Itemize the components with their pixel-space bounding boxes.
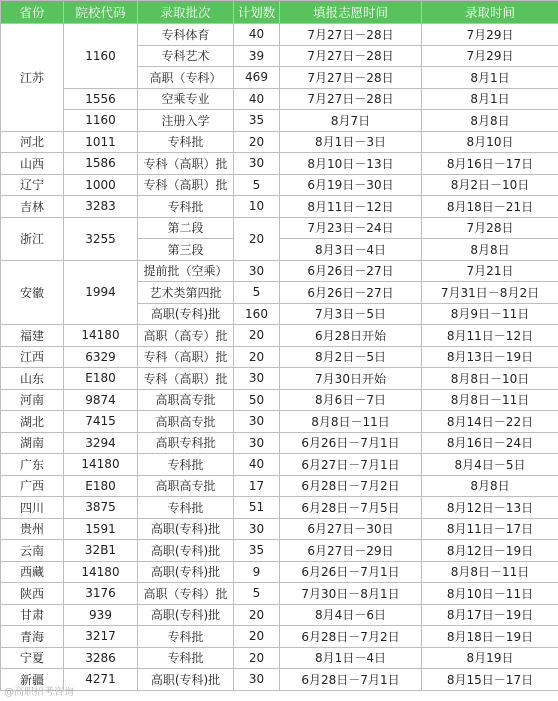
batch-cell: 专科批 xyxy=(138,131,234,153)
school-code-cell: 14180 xyxy=(64,325,138,347)
school-code-cell: 3875 xyxy=(64,497,138,519)
plan-count-cell: 30 xyxy=(234,153,280,175)
table-row xyxy=(1,110,558,132)
batch-cell: 专科（高职）批 xyxy=(138,174,234,196)
application-time-cell: 6月28日－7月2日 xyxy=(280,626,422,648)
admission-time-cell: 8月8日 xyxy=(422,475,558,497)
admission-time-cell: 8月10日－11日 xyxy=(422,583,558,605)
application-time-cell: 7月27日－28日 xyxy=(280,67,422,89)
school-code-cell: 1591 xyxy=(64,518,138,540)
batch-cell: 提前批（空乘） xyxy=(138,260,234,282)
school-code-cell: 1160 xyxy=(64,110,138,132)
application-time-cell: 6月26日－27日 xyxy=(280,282,422,304)
admission-time-cell: 8月12日－19日 xyxy=(422,540,558,562)
table-row xyxy=(1,432,558,454)
plan-count-cell: 35 xyxy=(234,540,280,562)
plan-count-cell: 20 xyxy=(234,604,280,626)
batch-cell: 高职(专科)批 xyxy=(138,669,234,691)
batch-cell: 专科体育 xyxy=(138,24,234,46)
batch-cell: 空乘专业 xyxy=(138,88,234,110)
admission-time-cell: 8月11日－17日 xyxy=(422,518,558,540)
batch-cell: 高职（专科）批 xyxy=(138,583,234,605)
plan-count-cell: 30 xyxy=(234,432,280,454)
header-school-code: 院校代码 xyxy=(64,1,138,24)
plan-count-cell: 5 xyxy=(234,282,280,304)
admission-time-cell: 8月1日 xyxy=(422,88,558,110)
admission-time-cell: 8月8日 xyxy=(422,110,558,132)
admission-time-cell: 8月16日－17日 xyxy=(422,153,558,175)
plan-count-cell: 20 xyxy=(234,346,280,368)
province-cell: 吉林 xyxy=(1,196,64,218)
school-code-cell: 7415 xyxy=(64,411,138,433)
plan-count-cell: 20 xyxy=(234,626,280,648)
application-time-cell: 6月26日－27日 xyxy=(280,260,422,282)
application-time-cell: 8月2日－5日 xyxy=(280,346,422,368)
province-cell: 湖南 xyxy=(1,432,64,454)
application-time-cell: 7月23日－24日 xyxy=(280,217,422,239)
table-row xyxy=(1,669,558,691)
province-cell: 江西 xyxy=(1,346,64,368)
admission-time-cell: 8月8日－10日 xyxy=(422,368,558,390)
batch-cell: 专科（高职）批 xyxy=(138,346,234,368)
school-code-cell: 3294 xyxy=(64,432,138,454)
table-row xyxy=(1,153,558,175)
province-cell: 江苏 xyxy=(1,24,64,132)
province-cell: 新疆 xyxy=(1,669,64,691)
table-row xyxy=(1,604,558,626)
table-row xyxy=(1,88,558,110)
batch-cell: 高职专科批 xyxy=(138,432,234,454)
province-cell: 山东 xyxy=(1,368,64,390)
table-row xyxy=(1,411,558,433)
plan-count-cell: 30 xyxy=(234,368,280,390)
table-row xyxy=(1,540,558,562)
province-cell: 山西 xyxy=(1,153,64,175)
header-plan-count: 计划数 xyxy=(234,1,280,24)
school-code-cell: 32B1 xyxy=(64,540,138,562)
plan-count-cell: 20 xyxy=(234,647,280,669)
province-cell: 宁夏 xyxy=(1,647,64,669)
batch-cell: 艺术类第四批 xyxy=(138,282,234,304)
batch-cell: 高职高专批 xyxy=(138,411,234,433)
application-time-cell: 7月27日－28日 xyxy=(280,88,422,110)
table-row xyxy=(1,647,558,669)
batch-cell: 高职（专科） xyxy=(138,67,234,89)
table-row xyxy=(1,217,558,239)
admission-time-cell: 8月18日－21日 xyxy=(422,196,558,218)
province-cell: 河北 xyxy=(1,131,64,153)
province-cell: 青海 xyxy=(1,626,64,648)
batch-cell: 高职（高专）批 xyxy=(138,325,234,347)
admission-time-cell: 8月11日－12日 xyxy=(422,325,558,347)
header-row xyxy=(1,1,558,24)
batch-cell: 高职(专科)批 xyxy=(138,561,234,583)
batch-cell: 专科批 xyxy=(138,626,234,648)
watermark: @高职招考咨询 xyxy=(4,687,74,698)
admission-time-cell: 8月13日－19日 xyxy=(422,346,558,368)
school-code-cell: 14180 xyxy=(64,561,138,583)
application-time-cell: 8月6日－7日 xyxy=(280,389,422,411)
batch-cell: 专科批 xyxy=(138,454,234,476)
plan-count-cell: 160 xyxy=(234,303,280,325)
header-batch: 录取批次 xyxy=(138,1,234,24)
application-time-cell: 7月27日－28日 xyxy=(280,24,422,46)
header-application-time: 填报志愿时间 xyxy=(280,1,422,24)
school-code-cell: E180 xyxy=(64,475,138,497)
school-code-cell: 9874 xyxy=(64,389,138,411)
plan-count-cell: 30 xyxy=(234,411,280,433)
admission-time-cell: 8月8日－11日 xyxy=(422,389,558,411)
application-time-cell: 7月3日－5日 xyxy=(280,303,422,325)
batch-cell: 专科（高职）批 xyxy=(138,153,234,175)
application-time-cell: 6月28日开始 xyxy=(280,325,422,347)
plan-count-cell: 39 xyxy=(234,45,280,67)
admission-time-cell: 8月12日－13日 xyxy=(422,497,558,519)
school-code-cell: 1994 xyxy=(64,260,138,325)
plan-count-cell: 30 xyxy=(234,518,280,540)
plan-count-cell: 10 xyxy=(234,196,280,218)
school-code-cell: 14180 xyxy=(64,454,138,476)
plan-count-cell: 5 xyxy=(234,583,280,605)
application-time-cell: 7月27日－28日 xyxy=(280,45,422,67)
admission-time-cell: 8月19日 xyxy=(422,647,558,669)
admission-time-cell: 7月21日 xyxy=(422,260,558,282)
table-body xyxy=(1,24,558,691)
table-row xyxy=(1,475,558,497)
province-cell: 陕西 xyxy=(1,583,64,605)
admission-time-cell: 7月28日 xyxy=(422,217,558,239)
batch-cell: 高职高专批 xyxy=(138,389,234,411)
application-time-cell: 7月30日开始 xyxy=(280,368,422,390)
plan-count-cell: 20 xyxy=(234,217,280,260)
admission-time-cell: 8月18日－19日 xyxy=(422,626,558,648)
plan-count-cell: 9 xyxy=(234,561,280,583)
application-time-cell: 8月10日－13日 xyxy=(280,153,422,175)
plan-count-cell: 20 xyxy=(234,131,280,153)
plan-count-cell: 35 xyxy=(234,110,280,132)
admission-time-cell: 8月4日－5日 xyxy=(422,454,558,476)
application-time-cell: 8月3日－4日 xyxy=(280,239,422,261)
province-cell: 广西 xyxy=(1,475,64,497)
province-cell: 甘肃 xyxy=(1,604,64,626)
table-row xyxy=(1,196,558,218)
school-code-cell: 1556 xyxy=(64,88,138,110)
table-row xyxy=(1,561,558,583)
admission-time-cell: 7月29日 xyxy=(422,24,558,46)
batch-cell: 第三段 xyxy=(138,239,234,261)
province-cell: 安徽 xyxy=(1,260,64,325)
school-code-cell: 1000 xyxy=(64,174,138,196)
table-row xyxy=(1,174,558,196)
table-row xyxy=(1,389,558,411)
table-row xyxy=(1,518,558,540)
admission-time-cell: 7月31日－8月2日 xyxy=(422,282,558,304)
admission-time-cell: 8月14日－22日 xyxy=(422,411,558,433)
plan-count-cell: 40 xyxy=(234,88,280,110)
province-cell: 浙江 xyxy=(1,217,64,260)
school-code-cell: 3283 xyxy=(64,196,138,218)
school-code-cell: 3217 xyxy=(64,626,138,648)
plan-count-cell: 17 xyxy=(234,475,280,497)
table-row xyxy=(1,325,558,347)
batch-cell: 专科艺术 xyxy=(138,45,234,67)
school-code-cell: 4271 xyxy=(64,669,138,691)
plan-count-cell: 30 xyxy=(234,669,280,691)
plan-count-cell: 51 xyxy=(234,497,280,519)
batch-cell: 第二段 xyxy=(138,217,234,239)
admission-time-cell: 8月8日 xyxy=(422,239,558,261)
application-time-cell: 6月19日－30日 xyxy=(280,174,422,196)
table-row xyxy=(1,583,558,605)
application-time-cell: 6月27日－29日 xyxy=(280,540,422,562)
plan-count-cell: 20 xyxy=(234,325,280,347)
table-row xyxy=(1,131,558,153)
admission-time-cell: 8月16日－24日 xyxy=(422,432,558,454)
school-code-cell: 3286 xyxy=(64,647,138,669)
admission-time-cell: 8月2日－10日 xyxy=(422,174,558,196)
table-row xyxy=(1,368,558,390)
table-row xyxy=(1,454,558,476)
plan-count-cell: 40 xyxy=(234,24,280,46)
application-time-cell: 6月26日－7月1日 xyxy=(280,561,422,583)
province-cell: 四川 xyxy=(1,497,64,519)
table-row xyxy=(1,260,558,282)
plan-count-cell: 469 xyxy=(234,67,280,89)
batch-cell: 高职(专科)批 xyxy=(138,303,234,325)
batch-cell: 高职(专科)批 xyxy=(138,540,234,562)
table-row xyxy=(1,24,558,46)
school-code-cell: 3255 xyxy=(64,217,138,260)
admission-time-cell: 8月17日－19日 xyxy=(422,604,558,626)
batch-cell: 专科批 xyxy=(138,196,234,218)
province-cell: 湖北 xyxy=(1,411,64,433)
province-cell: 贵州 xyxy=(1,518,64,540)
application-time-cell: 8月7日 xyxy=(280,110,422,132)
admission-time-cell: 8月1日 xyxy=(422,67,558,89)
application-time-cell: 8月1日－4日 xyxy=(280,647,422,669)
application-time-cell: 6月28日－7月5日 xyxy=(280,497,422,519)
application-time-cell: 6月26日－7月1日 xyxy=(280,432,422,454)
application-time-cell: 8月4日－6日 xyxy=(280,604,422,626)
province-cell: 河南 xyxy=(1,389,64,411)
batch-cell: 高职(专科)批 xyxy=(138,518,234,540)
table-row xyxy=(1,626,558,648)
province-cell: 福建 xyxy=(1,325,64,347)
province-cell: 辽宁 xyxy=(1,174,64,196)
admission-time-cell: 7月29日 xyxy=(422,45,558,67)
plan-count-cell: 30 xyxy=(234,260,280,282)
batch-cell: 专科（高职）批 xyxy=(138,368,234,390)
application-time-cell: 8月1日－3日 xyxy=(280,131,422,153)
province-cell: 西藏 xyxy=(1,561,64,583)
table-row xyxy=(1,346,558,368)
batch-cell: 高职(专科)批 xyxy=(138,604,234,626)
application-time-cell: 6月27日－30日 xyxy=(280,518,422,540)
header-province: 省份 xyxy=(1,1,64,24)
school-code-cell: 939 xyxy=(64,604,138,626)
application-time-cell: 6月27日－7月1日 xyxy=(280,454,422,476)
application-time-cell: 7月30日－8月1日 xyxy=(280,583,422,605)
batch-cell: 专科批 xyxy=(138,497,234,519)
application-time-cell: 6月28日－7月2日 xyxy=(280,475,422,497)
batch-cell: 专科批 xyxy=(138,647,234,669)
admission-time-cell: 8月10日 xyxy=(422,131,558,153)
table-row xyxy=(1,497,558,519)
application-time-cell: 6月28日－7月1日 xyxy=(280,669,422,691)
application-time-cell: 8月11日－12日 xyxy=(280,196,422,218)
province-cell: 云南 xyxy=(1,540,64,562)
batch-cell: 注册入学 xyxy=(138,110,234,132)
admission-time-cell: 8月8日－11日 xyxy=(422,561,558,583)
header-admission-time: 录取时间 xyxy=(422,1,558,24)
admission-time-cell: 8月9日－11日 xyxy=(422,303,558,325)
plan-count-cell: 40 xyxy=(234,454,280,476)
school-code-cell: 3176 xyxy=(64,583,138,605)
school-code-cell: 1160 xyxy=(64,24,138,89)
school-code-cell: E180 xyxy=(64,368,138,390)
admission-time-cell: 8月15日－17日 xyxy=(422,669,558,691)
province-cell: 广东 xyxy=(1,454,64,476)
application-time-cell: 8月8日－11日 xyxy=(280,411,422,433)
school-code-cell: 1586 xyxy=(64,153,138,175)
school-code-cell: 1011 xyxy=(64,131,138,153)
plan-count-cell: 50 xyxy=(234,389,280,411)
batch-cell: 高职高专批 xyxy=(138,475,234,497)
school-code-cell: 6329 xyxy=(64,346,138,368)
plan-count-cell: 5 xyxy=(234,174,280,196)
